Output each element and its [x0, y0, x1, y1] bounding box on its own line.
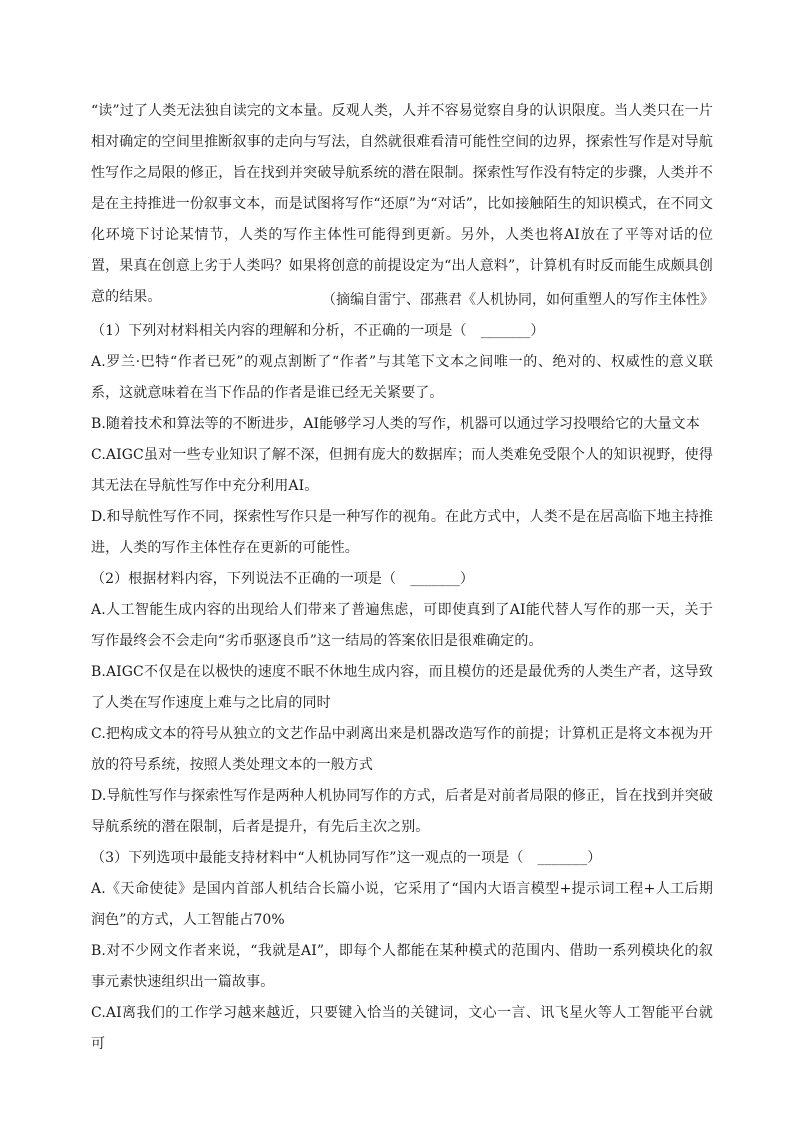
passage-paragraph: “读”过了人类无法独自读完的文本量。反观人类，人并不容易觉察自身的认识限度。当人类只在一片相对确定的空间里推断叙事的走向与写法，自然就很难看清可能性空间的边界，探索性写作是对导航性写作之局限的修正，旨在找到并突破导航系统的潜在限制。探索性写作没有特定的步骤，人类并不是在主持推进一份叙事文本，而是试图将写作“还原”为“对话”，比如接触陌生的知识模式，在不同文化环境下讨论某情节，人类的写作主体性可能得到更新。另外，人类也将AI放在了平等对话的位置，果真在创意上劣于人类吗？如果将创意的前提设定为“出人意料”，计算机有时反而能生成颇具创意的结果。: [91, 103, 713, 305]
question-3-stem: （3）下列选项中最能支持材料中“人机协同写作”这一观点的一项是（ _______）: [91, 850, 602, 866]
question-3-option-a: A.《天命使徒》是国内首部人机结合长篇小说，它采用了“国内大语言模型+提示词工程+人工后期润色”的方式，人工智能占70%: [91, 881, 713, 928]
question-3-option-c: C.AI离我们的工作学习越来越近，只要键入恰当的关键词，文心一言、讯飞星火等人工智能平台就可: [91, 1005, 713, 1052]
question-2-option-b: B.AIGC不仅是在以极快的速度不眠不休地生成内容，而且模仿的还是最优秀的人类生产者，这导致了人类在写作速度上难与之比肩的同时: [91, 664, 713, 711]
passage-source: （摘编自雷宁、邵燕君《人机协同，如何重塑人的写作主体性》: [322, 292, 714, 308]
question-2-stem: （2）根据材料内容，下列说法不正确的一项是（ _______）: [91, 571, 475, 587]
question-1-option-b: B.随着技术和算法等的不断进步，AI能够学习人类的写作，机器可以通过学习投喂给它的大量文本: [91, 416, 700, 432]
question-1-option-d: D.和导航性写作不同，探索性写作只是一种写作的视角。在此方式中，人类不是在居高临下地主持推进，人类的写作主体性存在更新的可能性。: [91, 509, 713, 556]
question-2-option-c: C.把构成文本的符号从独立的文艺作品中剥离出来是机器改造写作的前提；计算机正是将文本视为开放的符号系统，按照人类处理文本的一般方式: [91, 726, 713, 773]
question-3-option-b: B.对不少网文作者来说，“我就是AI”，即每个人都能在某种模式的范围内、借助一系列模块化的叙事元素快速组织出一篇故事。: [91, 943, 713, 990]
question-1-option-a: A.罗兰·巴特“作者已死”的观点割断了“作者”与其笔下文本之间唯一的、绝对的、权威性的意义联系，这就意味着在当下作品的作者是谁已经无关紧要了。: [91, 354, 713, 401]
question-2-option-a: A.人工智能生成内容的出现给人们带来了普遍焦虑，可即使真到了AI能代替人写作的那一天，关于写作最终会不会走向“劣币驱逐良币”这一结局的答案依旧是很难确定的。: [91, 602, 713, 649]
question-1-stem: （1）下列对材料相关内容的理解和分析，不正确的一项是（ _______）: [91, 323, 545, 339]
question-1-option-c: C.AIGC虽对一些专业知识了解不深，但拥有庞大的数据库；而人类难免受限个人的知识视野，使得其无法在导航性写作中充分利用AI。: [91, 447, 713, 494]
question-2-option-d: D.导航性写作与探索性写作是两种人机协同写作的方式，后者是对前者局限的修正，旨在找到并突破导航系统的潜在限制，后者是提升，有先后主次之别。: [91, 788, 713, 835]
